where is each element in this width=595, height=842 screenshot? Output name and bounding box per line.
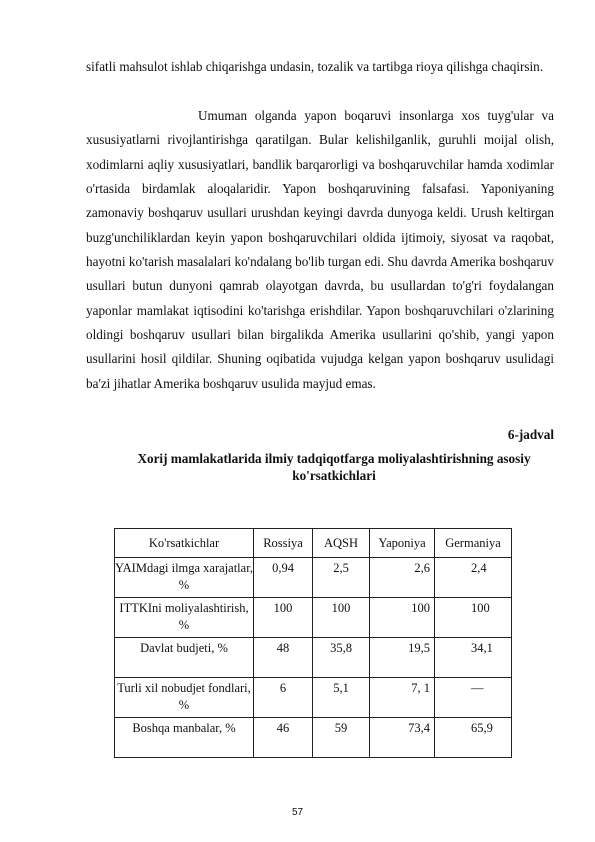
table-number: 6-jadval: [507, 427, 554, 442]
row-label: YAIMdagi ilmga xarajatlar, %: [115, 558, 254, 598]
table-row: [115, 558, 512, 598]
cell-usa: 2,5: [313, 558, 370, 598]
row-label: Turli xil nobudjet fondlari, %: [115, 678, 254, 718]
page-number: 57: [291, 807, 304, 818]
paragraph-continuation: sifatli mahsulot ishlab chiqarishga undasin, tozalik va tartibga rioya qilishga chaqirsin.: [86, 59, 544, 74]
cell-russia: 6: [254, 678, 313, 718]
header-usa: AQSH: [313, 529, 370, 558]
cell-russia: 0,94: [254, 558, 313, 598]
table-row: [115, 678, 512, 718]
table-title: Xorij mamlakatlarida ilmiy tadqiqotfarga moliyalashtirishning asosiy ko'rsatkichlari: [137, 451, 531, 483]
cell-japan: 73,4: [370, 718, 435, 758]
cell-japan: 2,6: [370, 558, 435, 598]
cell-russia: 100: [254, 598, 313, 638]
row-label: Boshqa manbalar, %: [115, 718, 254, 758]
paragraph-main: Umuman olganda yapon boqaruvi insonlarga xos tuyg'ular va xususiyatlarni rivojlantirishga qaratilgan. Bular kelishilganlik, guruhli moijal olish, xodimlarni aqliy xususiyatlari, bandlik barqarorligi va boshqaruvchilar hamda xodimlar o'rtasida birdamlak aloqalaridir. Yapon boshqaruvining falsafasi. Yaponiyaning zamonaviy boshqaruv usullari urushdan keyingi davrda dunyoga keldi. Urush keltirgan buzg'unchiliklardan keyin yapon boshqaruvchilari oldida ijtimoiy, siyosat va raqobat, hayotni ko'tarish masalalari ko'ndalang bo'lib turgan edi. Shu davrda Amerika boshqaruv usullari butun dunyoni qamrab olayotgan davrda, bu usullardan to'g'ri foydalangan yaponlar mamlakat iqtisodini ko'tarishga erishdilar. Yapon boshqaruvchilari o'zlarining oldingi boshqaruv usullari bilan birgalikda Amerika usullarini qo'shib, yangi yapon usullarini hosil qildilar. Shuning oqibatida vujudga kelgan yapon boshqaruv usulidagi ba'zi jihatlar Amerika boshqaruv usulida mayjud emas.: [86, 108, 554, 391]
cell-usa: 59: [313, 718, 370, 758]
table-header-row: [115, 529, 512, 558]
cell-japan: 7, 1: [370, 678, 435, 718]
header-russia: Rossiya: [254, 529, 313, 558]
cell-russia: 48: [254, 638, 313, 678]
row-label: ITTKIni moliyalashtirish, %: [115, 598, 254, 638]
cell-germany: 65,9: [435, 718, 512, 758]
header-germany: Germaniya: [435, 529, 512, 558]
cell-japan: 100: [370, 598, 435, 638]
table-row: [115, 718, 512, 758]
cell-germany: —: [435, 678, 512, 718]
data-table: [114, 528, 512, 758]
cell-russia: 46: [254, 718, 313, 758]
header-indicators: Ko'rsatkichlar: [115, 529, 254, 558]
cell-usa: 5,1: [313, 678, 370, 718]
cell-germany: 100: [435, 598, 512, 638]
table-row: [115, 598, 512, 638]
row-label: Davlat budjeti, %: [115, 638, 254, 678]
header-japan: Yaponiya: [370, 529, 435, 558]
cell-usa: 35,8: [313, 638, 370, 678]
cell-usa: 100: [313, 598, 370, 638]
cell-germany: 34,1: [435, 638, 512, 678]
cell-japan: 19,5: [370, 638, 435, 678]
table-row: [115, 638, 512, 678]
cell-germany: 2,4: [435, 558, 512, 598]
